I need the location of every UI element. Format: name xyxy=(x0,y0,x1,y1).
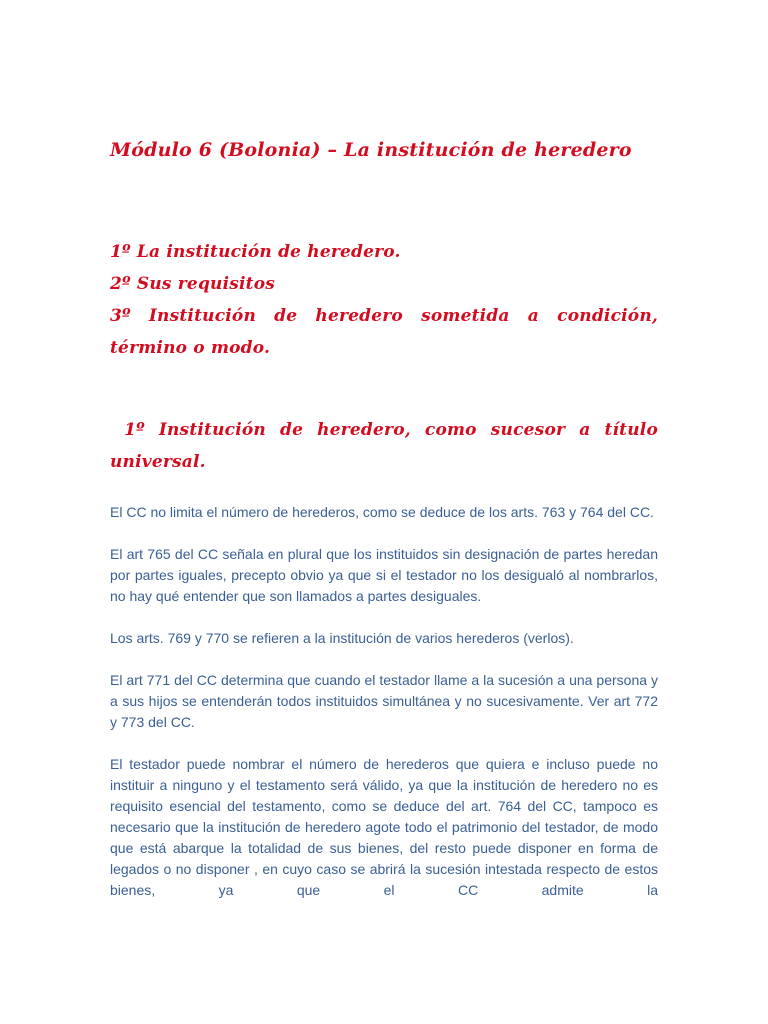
body-text xyxy=(110,502,658,901)
outline-list xyxy=(110,236,658,364)
paragraph-3: Los arts. 769 y 770 se refieren a la institución de varios herederos (verlos). xyxy=(110,630,574,646)
outline-item-2: 2º Sus requisitos xyxy=(110,274,276,294)
section-heading: 1º Institución de heredero, como sucesor a título universal. xyxy=(110,420,665,472)
paragraph-4: El art 771 del CC determina que cuando el testador llame a la sucesión a una persona y a sus hijos se entenderán todos instituidos simultánea y no sucesivamente. Ver art 772 y 773 del CC. xyxy=(110,672,658,730)
outline-item-3: 3º Institución de heredero sometida a condición, término o modo. xyxy=(110,306,658,358)
paragraph-1: El CC no limita el número de herederos, como se deduce de los arts. 763 y 764 del CC. xyxy=(110,504,654,520)
outline-item-1: 1º La institución de heredero. xyxy=(110,242,401,262)
paragraph-2: El art 765 del CC señala en plural que los instituidos sin designación de partes heredan por partes iguales, precepto obvio ya que si el testador no los desigualó al nombrarlos, no hay qué entender que son llamados a partes desiguales. xyxy=(110,546,658,604)
document-title: Módulo 6 (Bolonia) – La institución de heredero xyxy=(110,139,632,161)
paragraph-5: El testador puede nombrar el número de herederos que quiera e incluso puede no instituir a ninguno y el testamento será válido, ya que la institución de heredero no es requisito esencial del testamento, como se deduce del art. 764 del CC, tampoco es necesario que la institución de heredero agote todo el patrimonio del testador, de modo que está abarque la totalidad de sus bienes, del resto puede disponer en forma de legados o no disponer , en cuyo caso se abrirá la sucesión intestada respecto de estos bienes, ya que el CC admite la xyxy=(110,756,658,898)
